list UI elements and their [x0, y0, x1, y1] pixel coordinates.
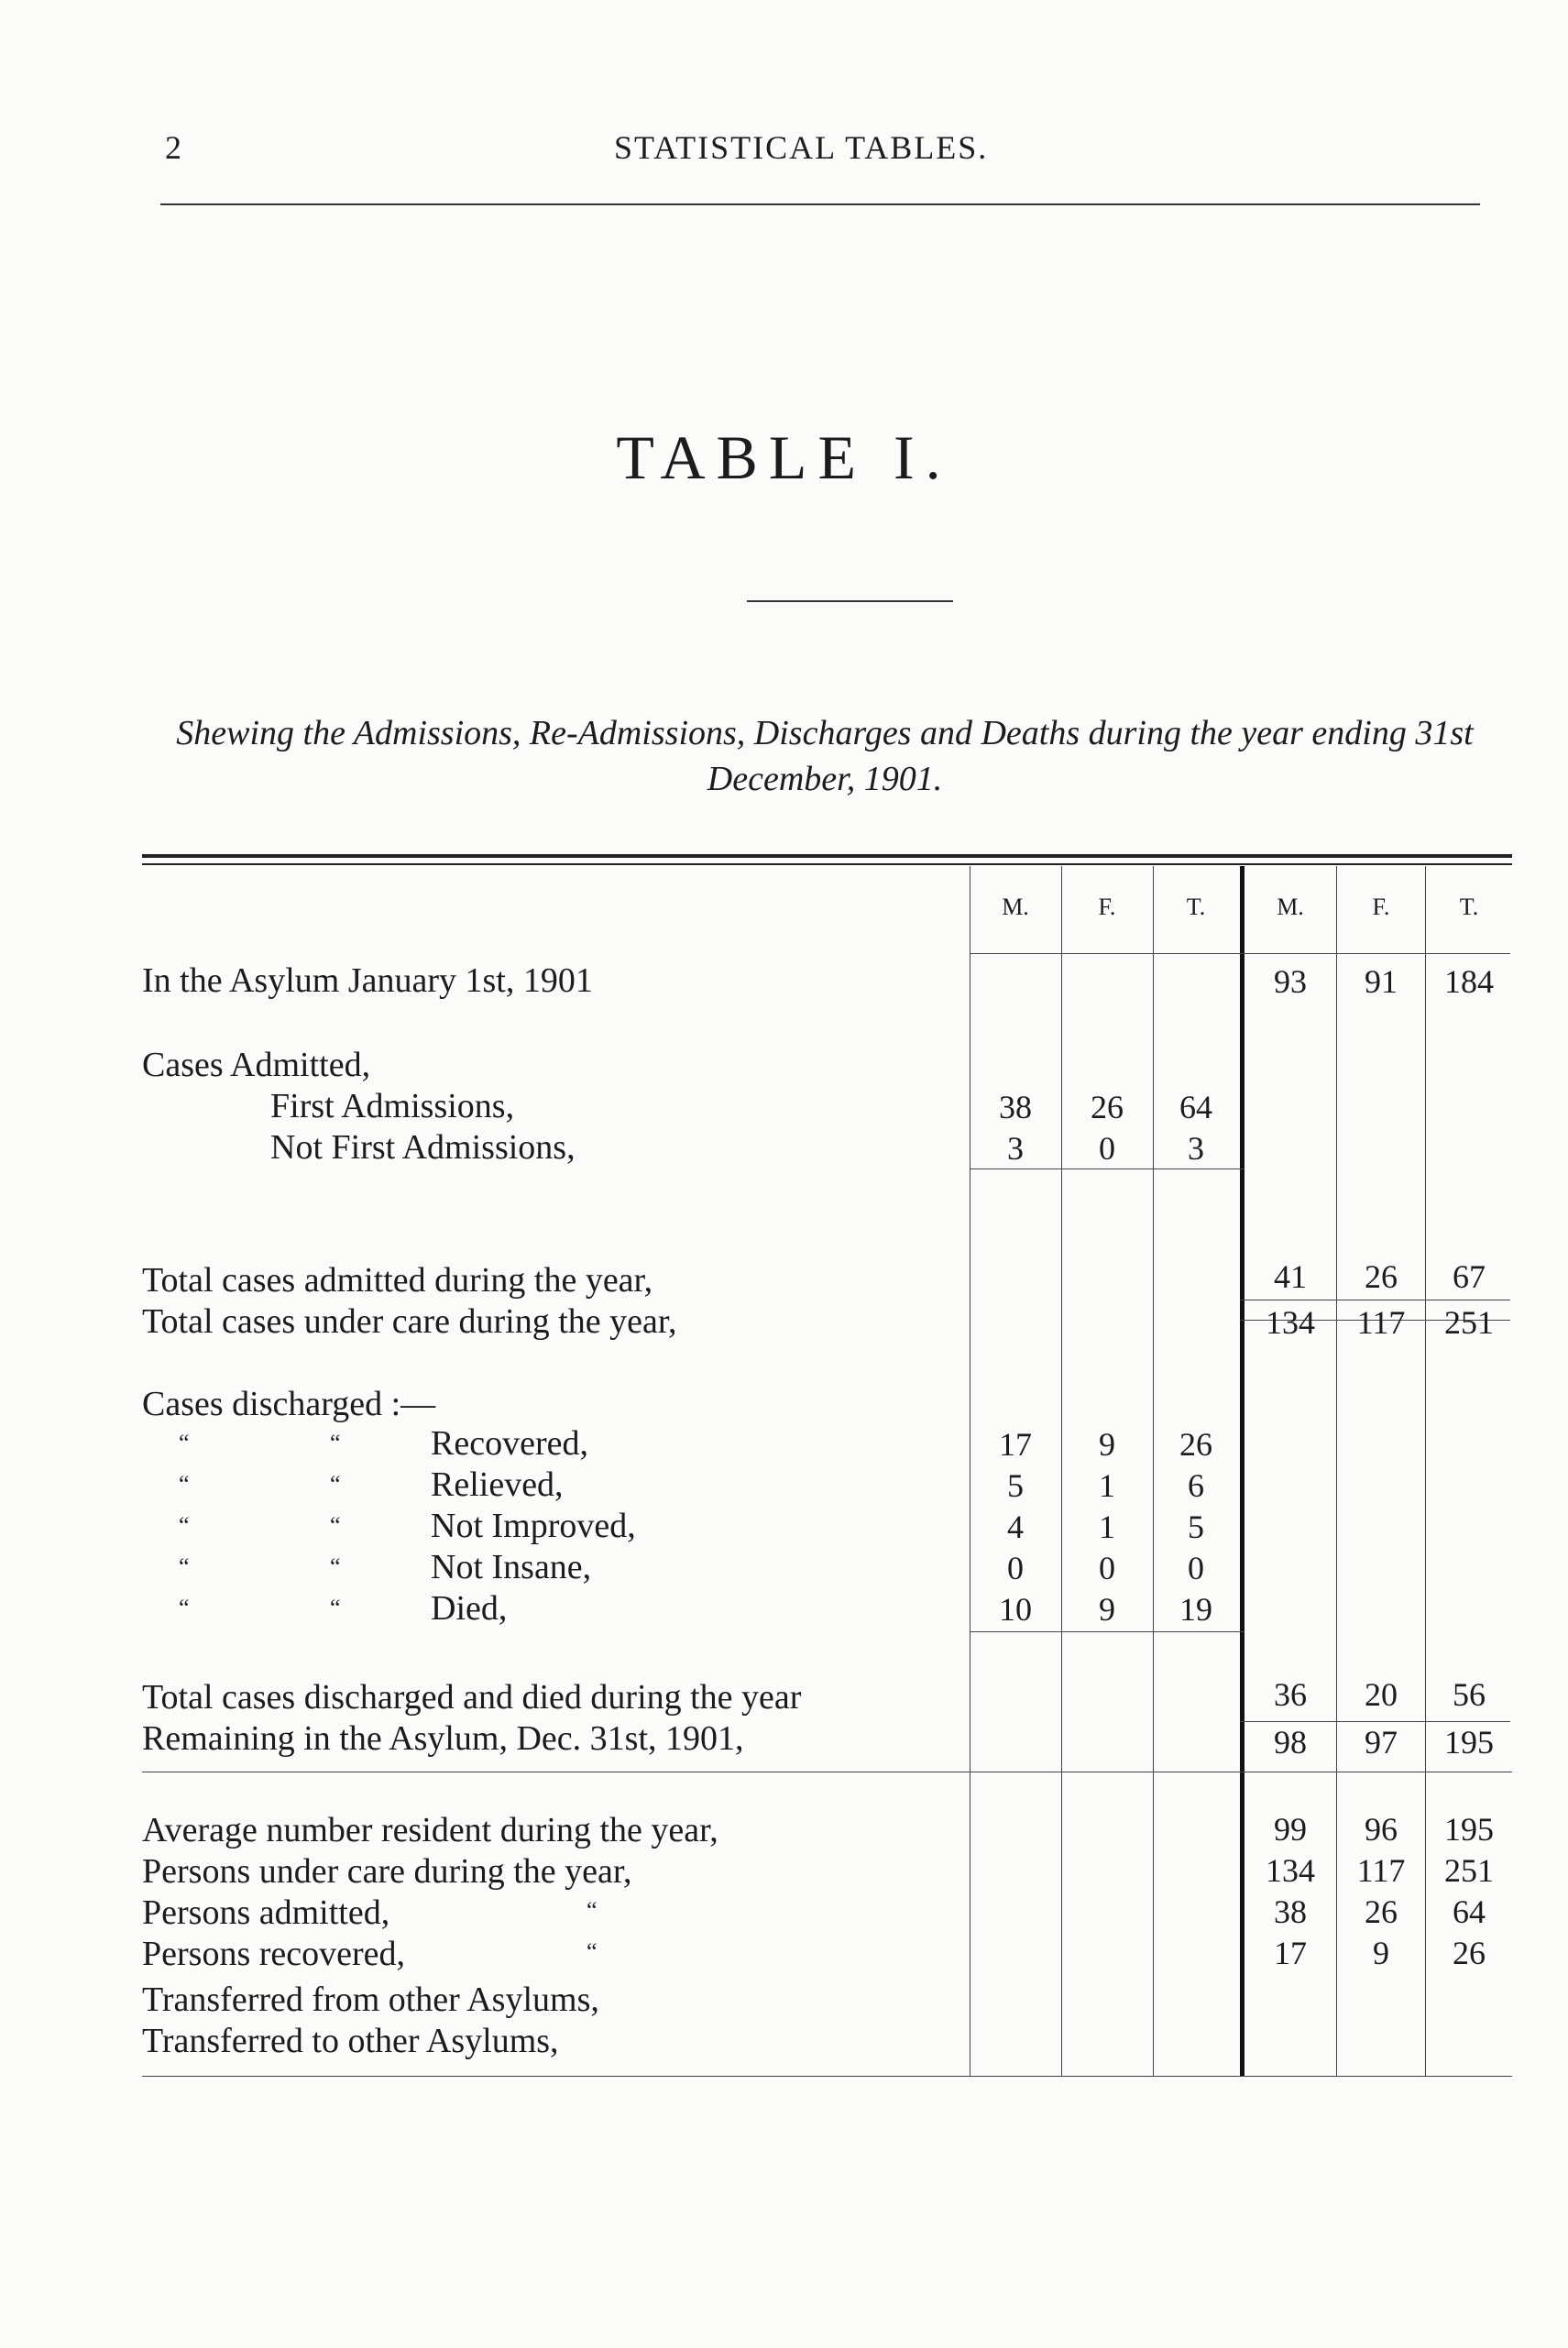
column-divider	[1153, 866, 1154, 2076]
row-label: Total cases discharged and died during the year	[142, 1678, 802, 1717]
cell-value: 26	[1091, 1089, 1124, 1125]
page-number: 2	[165, 129, 181, 166]
cell-value: 20	[1365, 1676, 1398, 1713]
ditto-mark: “	[330, 1553, 341, 1580]
column-divider	[1425, 866, 1426, 2076]
row-label: Persons recovered,	[142, 1935, 406, 1973]
cell-value: 26	[1365, 1258, 1398, 1295]
cell-value: 0	[1099, 1130, 1115, 1167]
cell-value: 4	[1007, 1509, 1024, 1545]
cell-value: 17	[1274, 1935, 1307, 1971]
cell-value: 67	[1453, 1258, 1486, 1295]
cell-value: 26	[1365, 1893, 1398, 1930]
table-caption: Shewing the Admissions, Re-Admissions, Discharges and Deaths during the year ending 31st December, 1901.	[176, 714, 1474, 798]
cell-value: 26	[1453, 1935, 1486, 1971]
header-rule	[160, 203, 1480, 205]
subtotal-rule	[970, 1631, 1245, 1632]
ditto-mark: “	[330, 1430, 341, 1456]
table-bottom-rule	[142, 2076, 1512, 2077]
row-label: In the Asylum January 1st, 1901	[142, 961, 593, 1000]
title-rule	[747, 600, 953, 602]
running-title: STATISTICAL TABLES.	[614, 129, 989, 166]
page-header	[165, 128, 1485, 183]
cell-value: 99	[1274, 1811, 1307, 1848]
cell-value: 117	[1356, 1852, 1406, 1889]
cell-value: 134	[1266, 1304, 1315, 1341]
cell-value: 17	[999, 1426, 1032, 1463]
cell-value: 91	[1365, 963, 1398, 1000]
cell-value: 9	[1373, 1935, 1389, 1971]
row-label: Not Insane,	[431, 1548, 592, 1586]
cell-value: 98	[1274, 1724, 1307, 1761]
cell-value: 19	[1179, 1591, 1212, 1628]
header-underline	[970, 953, 1510, 954]
ditto-mark: “	[179, 1553, 190, 1580]
cell-value: 117	[1356, 1304, 1406, 1341]
cell-value: 26	[1179, 1426, 1212, 1463]
cell-value: 0	[1099, 1550, 1115, 1586]
column-header-t: T.	[1186, 894, 1206, 920]
cell-value: 0	[1188, 1550, 1204, 1586]
column-divider-heavy	[1240, 866, 1245, 2076]
cell-value: 5	[1007, 1467, 1024, 1504]
row-label: Transferred to other Asylums,	[142, 2022, 559, 2060]
cell-value: 93	[1274, 963, 1307, 1000]
row-label: Cases discharged :—	[142, 1385, 436, 1423]
row-label: Total cases under care during the year,	[142, 1302, 677, 1341]
cell-value: 1	[1099, 1509, 1115, 1545]
table-title: TABLE I.	[616, 422, 952, 492]
cell-value: 41	[1274, 1258, 1307, 1295]
row-label: Remaining in the Asylum, Dec. 31st, 1901,	[142, 1719, 744, 1758]
cell-value: 38	[1274, 1893, 1307, 1930]
cell-value: 96	[1365, 1811, 1398, 1848]
row-label: Cases Admitted,	[142, 1046, 371, 1084]
ditto-mark: “	[179, 1512, 190, 1539]
cell-value: 10	[999, 1591, 1032, 1628]
cell-value: 9	[1099, 1591, 1115, 1628]
cell-value: 64	[1453, 1893, 1486, 1930]
row-label: Persons admitted,	[142, 1893, 390, 1932]
column-header-m: M.	[1002, 894, 1029, 920]
cell-value: 5	[1188, 1509, 1204, 1545]
row-label: Recovered,	[431, 1424, 588, 1463]
row-label: Persons under care during the year,	[142, 1852, 632, 1891]
row-label: First Admissions,	[270, 1087, 515, 1125]
row-label: Total cases admitted during the year,	[142, 1261, 653, 1300]
ditto-mark: “	[179, 1595, 190, 1621]
cell-value: 0	[1007, 1550, 1024, 1586]
cell-value: 195	[1444, 1724, 1494, 1761]
cell-value: 251	[1444, 1852, 1494, 1889]
table-top-rule-inner	[142, 863, 1512, 865]
cell-value: 6	[1188, 1467, 1204, 1504]
column-header-t: T.	[1459, 894, 1479, 920]
ditto-mark: “	[330, 1471, 341, 1498]
ditto-mark: “	[179, 1430, 190, 1456]
cell-value: 38	[999, 1089, 1032, 1125]
cell-value: 3	[1007, 1130, 1024, 1167]
column-divider	[1336, 866, 1337, 2076]
subtotal-rule	[1240, 1721, 1510, 1722]
ditto-mark: “	[587, 1897, 598, 1924]
column-header-f: F.	[1098, 894, 1116, 920]
ditto-mark: “	[179, 1471, 190, 1498]
cell-value: 56	[1453, 1676, 1486, 1713]
row-label: Died,	[431, 1589, 508, 1628]
cell-value: 36	[1274, 1676, 1307, 1713]
table-top-rule	[142, 854, 1512, 858]
row-label: Relieved,	[431, 1465, 564, 1504]
row-label: Not Improved,	[431, 1507, 636, 1545]
cell-value: 134	[1266, 1852, 1315, 1889]
cell-value: 195	[1444, 1811, 1494, 1848]
ditto-mark: “	[330, 1512, 341, 1539]
column-header-m: M.	[1277, 894, 1304, 920]
cell-value: 9	[1099, 1426, 1115, 1463]
row-label: Not First Admissions,	[270, 1128, 576, 1167]
cell-value: 1	[1099, 1467, 1115, 1504]
cell-value: 184	[1444, 963, 1494, 1000]
cell-value: 97	[1365, 1724, 1398, 1761]
ditto-mark: “	[330, 1595, 341, 1621]
cell-value: 251	[1444, 1304, 1494, 1341]
cell-value: 64	[1179, 1089, 1212, 1125]
ditto-mark: “	[587, 1938, 598, 1965]
row-label: Average number resident during the year,	[142, 1811, 718, 1849]
column-divider	[1061, 866, 1062, 2076]
cell-value: 3	[1188, 1130, 1204, 1167]
row-label: Transferred from other Asylums,	[142, 1980, 599, 2019]
column-header-f: F.	[1372, 894, 1390, 920]
